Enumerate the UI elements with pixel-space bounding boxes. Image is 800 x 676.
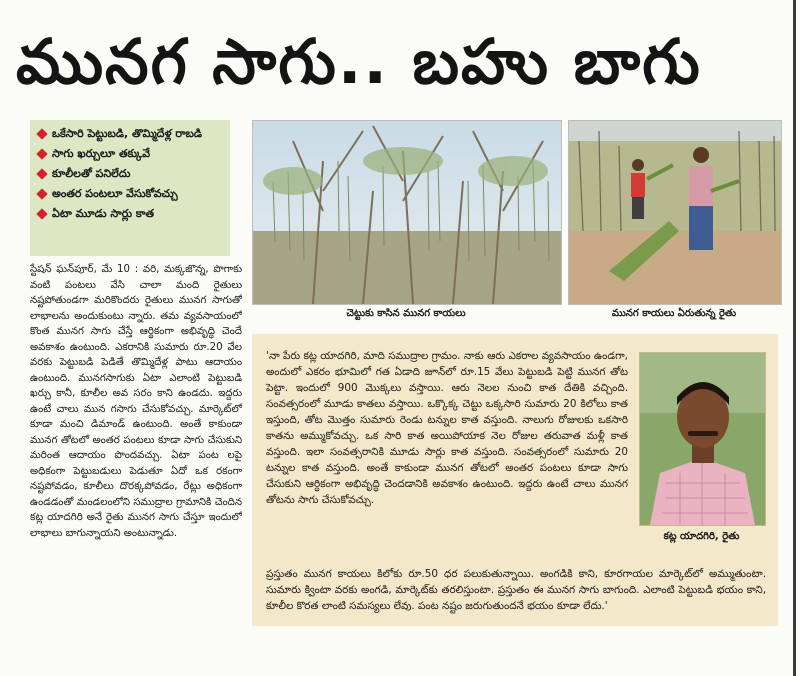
portrait-caption: కట్ల యాదగిరి, రైతు	[663, 531, 740, 542]
farmer-quote: 'నా పేరు కట్ల యాదగిరి, మాది సముద్రాల గ్రామం. నాకు ఆరు ఎకరాల వ్యవసాయం ఉండగా, అందులో ఎకరం భూమిలో గత ఏడాది జూన్‌లో రూ.15 వేలు పెట్టుబడి పెట్టి మునగ తోట పెట్టా. ఇందులో 900 మొక్కలు వస్తాయి. ఆరు నెలల నుంచి కాత దేతికి వచ్చింది. సంవత్సరంలో మూడు కాతలు వస్తాయి. ఒక్కొక్క చెట్టు ఒక్కసారి సుమారు 20 కిలోలు కాత ఇస్తుంది, తోట మొత్తం సుమారు రెండు టన్నుల కాత వస్తుంది. నాలుగు రోజులకు ఒకసారి కాతను అమ్ముకోవచ్చు. ఒక సారి కాత అయిపోయాక నెల రోజుల తరువాత మళ్లీ కాత వస్తుంది. ఇలా సంవత్సరానికి మూడు సార్లు కాత వస్తుంది. సంవత్సరంలో సుమారు 20 టన్నుల కాత వస్తుంది. అంతే కాకుండా మునగ తోటలో అంతర పంటలు కూడా సాగు చేసుకుని ఆర్థికంగా అభివృద్ధి చెందడానికి అవకాశం ఉంటుంది. ఇద్దరు ఉంటే చాలు మునగ తోటను సాగు చేసుకోవచ్చు.	[266, 350, 628, 506]
article-body: స్టేషన్ ఘన్‌పూర్, మే 10 : వరి, మక్కజొన్న, పొగాకు వంటి పంటలు వేసి చాలా మంది రైతులు నష్టపోతుండగా మరికొందరు రైతులు మునగ సాగుతో లాభాలను అందుకుంటు న్నారు. తమ వ్యవసాయంలో కొంత మునగ సాగు చేస్తే ఆర్థికంగా అభివృద్ధి చెందే అవకాశం ఉంటుంది. ఎకరానికి సుమారు రూ.20 వేల వరకు పెట్టుబడి పెడితే తొమ్మిదేళ్ల పాటు ఆదాయం ఉంటుంది. మునగసాగుకు ఏటా ఎలాంటి పెట్టుబడి ఖర్చు కానీ, కూలీల అవ సరం కాని ఉండదు. ఇద్దరు ఉంటే చాలు మున గసాగు చేసుకోవచ్చు. మార్కెట్‌లో కూడా మంచి డిమాండ్ ఉంటుంది. అంతే కాకుండా మునగ తోటలో అంతర పంటలు కూడా సాగు చేసుకుని మరింత ఆదాయం పొందవచ్చు. ఏటా పంట లపై అధికంగా పెట్టుబడులు పెడుతూ ఏదో ఒక రకంగా నష్టపోవడం, కూలీలు దొరక్కపోవడం, రేట్లు అధికంగా ఉండడంతో మండలంలోని సముద్రాల గ్రామానికి చెందిన కట్ల యాదగిరి అనే రైతు మునగ సాగు చేస్తూ ఇందులో లాభాలు బాగున్నాయని అంటున్నాడు.	[30, 264, 242, 539]
farmer-quote-tail: ప్రస్తుతం మునగ కాయలు కిలోకు రూ.50 ధర పలుకుతున్నాయి. అంగడికి కాని, కూరగాయల మార్కెట్‌లో అమ్ముతుంటా. సుమారు క్వింటా వరకు అంగడి, మార్కెట్‌కు తరలిస్తుంటా. ప్రస్తుతం ఈ మునగ సాగు బాగుంది. ఎలాంటి పెట్టుబడి భయం కాని, కూలీల కొరత లాంటి సమస్యలు లేవు. పంట నష్టం జరుగుతుందనే భయం కూడా లేదు.'	[266, 568, 766, 612]
photo2-caption: మునగ కాయలు ఏరుతున్న రైతు	[611, 308, 737, 319]
farmers-harvesting-photo	[568, 120, 782, 305]
highlight-item: ఒకేసారి పెట్టుబడి, తొమ్మిదేళ్ల రాబడి	[38, 126, 226, 142]
farmer-portrait-photo	[639, 352, 766, 526]
highlight-item: సాగు ఖర్చులూ తక్కువే	[38, 146, 226, 162]
headline: మునగ సాగు.. బహు బాగు	[16, 25, 702, 98]
highlights-box	[30, 120, 230, 256]
column-rule	[793, 0, 796, 676]
highlight-item: కూలీలతో పనిలేదు	[38, 166, 226, 182]
moringa-trees-photo	[252, 120, 562, 305]
highlight-item: ఏటా మూడు సార్లు కాత	[38, 206, 226, 222]
photo1-caption: చెట్టుకు కాసిన మునగ కాయలు	[346, 308, 466, 319]
highlight-item: అంతర పంటలూ వేసుకోవచ్చు	[38, 186, 226, 202]
